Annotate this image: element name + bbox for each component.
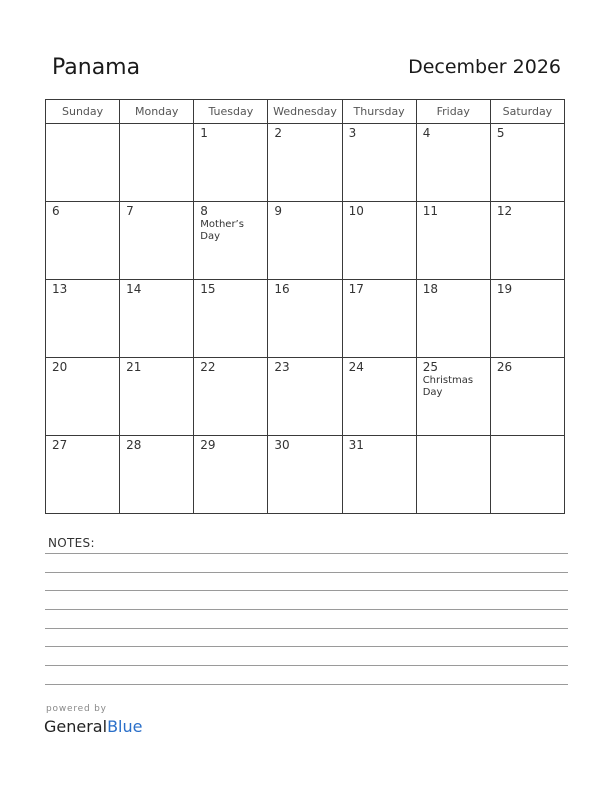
- day-cell: [342, 436, 416, 514]
- day-cell: [268, 124, 342, 202]
- weekday-monday: Monday: [120, 100, 194, 124]
- day-cell: [46, 358, 120, 436]
- day-cell: [490, 436, 564, 514]
- day-number: 9: [274, 204, 283, 218]
- holiday-label: Mother’s Day: [200, 219, 244, 242]
- day-number: 24: [348, 360, 364, 374]
- notes-label: NOTES:: [48, 536, 95, 550]
- day-cell: [342, 280, 416, 358]
- day-number: 26: [496, 360, 513, 374]
- weekday-wednesday: Wednesday: [268, 100, 342, 124]
- day-cell: [268, 436, 342, 514]
- day-number: [491, 436, 564, 438]
- day-number: [120, 124, 193, 126]
- day-cell: [342, 358, 416, 436]
- day-number: 7: [126, 204, 134, 218]
- day-number: 3: [348, 126, 357, 140]
- day-cell: [268, 280, 342, 358]
- day-cell: [416, 436, 490, 514]
- notes-line: [45, 665, 568, 666]
- day-number: 22: [200, 360, 216, 374]
- day-cell: [194, 202, 268, 280]
- day-number: 15: [200, 282, 216, 296]
- week-row: [46, 280, 565, 358]
- day-number: 17: [348, 282, 364, 296]
- day-number: 1: [200, 126, 208, 140]
- day-cell: [194, 358, 268, 436]
- day-cell: [490, 280, 564, 358]
- day-cell: [490, 124, 564, 202]
- day-number: 11: [422, 204, 438, 218]
- day-cell: [46, 124, 120, 202]
- day-number: 28: [126, 438, 142, 452]
- weekday-saturday: Saturday: [490, 100, 564, 124]
- week-row: [46, 358, 565, 436]
- week-row: [46, 436, 565, 514]
- day-number: 2: [274, 126, 283, 140]
- notes-line: [45, 590, 568, 591]
- weekday-sunday: Sunday: [46, 100, 120, 124]
- calendar-month-title: December 2026: [408, 56, 561, 78]
- day-cell: [416, 202, 490, 280]
- day-number: 12: [496, 204, 513, 218]
- day-cell: [268, 358, 342, 436]
- holiday-label: Christmas Day: [422, 375, 474, 398]
- day-cell: [46, 202, 120, 280]
- day-number: 19: [496, 282, 513, 296]
- day-number: 21: [126, 360, 142, 374]
- day-number: [46, 124, 119, 126]
- weekday-friday: Friday: [416, 100, 490, 124]
- notes-line: [45, 646, 568, 647]
- day-number: 23: [274, 360, 290, 374]
- day-number: 8: [200, 204, 208, 218]
- notes-line: [45, 628, 568, 629]
- day-cell: [342, 202, 416, 280]
- notes-line: [45, 553, 568, 554]
- day-number: 13: [52, 282, 68, 296]
- day-number: 10: [348, 204, 364, 218]
- day-number: 25: [422, 360, 438, 374]
- day-cell: [194, 280, 268, 358]
- day-number: 5: [496, 126, 505, 140]
- day-number: 27: [52, 438, 68, 452]
- weekday-tuesday: Tuesday: [194, 100, 268, 124]
- notes-line: [45, 609, 568, 610]
- day-cell: [120, 358, 194, 436]
- day-number: 4: [422, 126, 431, 140]
- weekday-thursday: Thursday: [342, 100, 416, 124]
- day-cell: [120, 124, 194, 202]
- logo-general-text: General: [44, 717, 108, 736]
- notes-line: [45, 684, 568, 685]
- day-cell: [194, 124, 268, 202]
- day-cell: [46, 436, 120, 514]
- day-cell: [120, 202, 194, 280]
- day-number: 18: [422, 282, 438, 296]
- calendar-grid: [45, 99, 565, 514]
- logo-blue-text: Blue: [107, 717, 143, 736]
- week-row: [46, 124, 565, 202]
- day-number: [417, 436, 490, 438]
- day-cell: [194, 436, 268, 514]
- day-cell: [416, 280, 490, 358]
- day-number: 29: [200, 438, 216, 452]
- generalblue-logo: [44, 717, 142, 736]
- day-number: 16: [274, 282, 290, 296]
- day-cell: [342, 124, 416, 202]
- day-number: 6: [52, 204, 60, 218]
- day-cell: [46, 280, 120, 358]
- day-cell: [120, 280, 194, 358]
- day-cell: [416, 358, 490, 436]
- day-cell: [490, 202, 564, 280]
- day-cell: [120, 436, 194, 514]
- day-number: 14: [126, 282, 142, 296]
- weekday-header-row: [46, 100, 565, 124]
- powered-by-text: powered by: [46, 704, 107, 714]
- day-cell: [416, 124, 490, 202]
- notes-line: [45, 572, 568, 573]
- week-row: [46, 202, 565, 280]
- day-number: 20: [52, 360, 68, 374]
- calendar-country-title: Panama: [52, 55, 141, 80]
- day-number: 30: [274, 438, 290, 452]
- day-number: 31: [348, 438, 364, 452]
- day-cell: [490, 358, 564, 436]
- day-cell: [268, 202, 342, 280]
